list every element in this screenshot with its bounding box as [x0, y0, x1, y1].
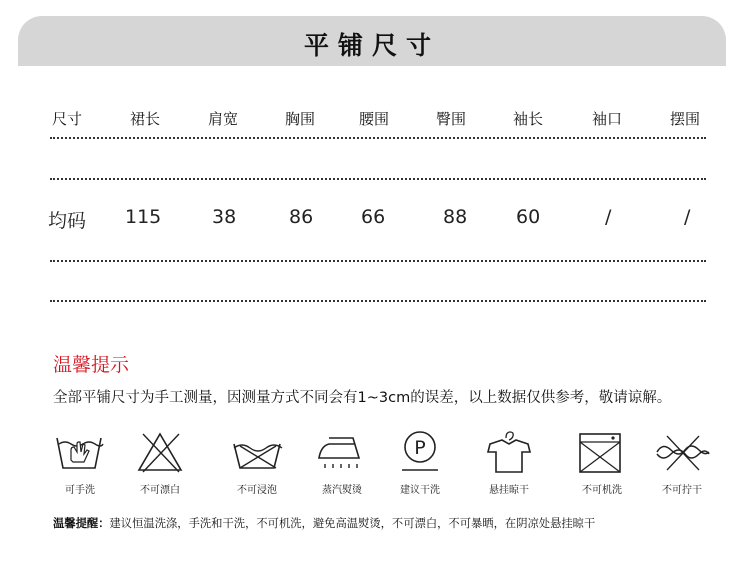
no-machine-wash-icon: [575, 430, 629, 474]
title-banner: [18, 16, 726, 66]
care-note-text: 建议恒温洗涤，手洗和干洗，不可机洗，避免高温熨烫，不可漂白，不可暴晒，在阴凉处悬挂晾干: [109, 517, 596, 530]
no-bleach-icon: [133, 430, 187, 474]
header-cell: 胸围: [285, 110, 316, 128]
dotted-divider: [50, 260, 706, 262]
page-title: 平铺尺寸: [303, 31, 440, 60]
shoulder-cell: 38: [212, 206, 237, 228]
header-cell: 肩宽: [208, 110, 239, 128]
cuff-cell: /: [605, 206, 612, 228]
header-cell: 摆围: [670, 110, 701, 128]
header-cell: 袖长: [513, 110, 544, 128]
dry-clean-p-icon: [394, 430, 448, 474]
hang-dry-icon: [482, 430, 536, 474]
dotted-divider: [50, 137, 706, 139]
care-label: 悬挂晾干: [489, 485, 529, 496]
no-wring-icon: [655, 430, 709, 474]
hem-cell: /: [684, 206, 691, 228]
care-label: 不可浸泡: [237, 485, 277, 496]
header-cell: 袖口: [592, 110, 623, 128]
header-cell: 腰围: [359, 110, 390, 128]
steam-iron-icon: [315, 430, 369, 474]
header-cell: 尺寸: [52, 110, 83, 128]
hip-cell: 88: [443, 206, 468, 228]
hand-wash-icon: [53, 430, 107, 474]
care-label: 不可拧干: [662, 485, 702, 496]
size-cell: 均码: [48, 210, 87, 232]
care-label: 不可漂白: [140, 485, 180, 496]
waist-cell: 66: [361, 206, 386, 228]
care-label: 建议干洗: [400, 485, 440, 496]
length-cell: 115: [125, 206, 162, 228]
dotted-divider: [50, 300, 706, 302]
care-label: 可手洗: [65, 485, 95, 496]
tips-title: 温馨提示: [53, 354, 130, 376]
sleeve-length-cell: 60: [516, 206, 541, 228]
no-soak-icon: [230, 430, 284, 474]
header-cell: 裙长: [130, 110, 161, 128]
header-cell: 臀围: [436, 110, 467, 128]
chest-cell: 86: [289, 206, 314, 228]
dry-clean-symbol: P: [414, 437, 426, 459]
care-note: [53, 515, 595, 531]
care-label: 蒸汽熨烫: [322, 485, 362, 496]
care-note-label: 温馨提醒：: [53, 517, 110, 530]
tips-text: 全部平铺尺寸为手工测量，因测量方式不同会有1~3cm的误差，以上数据仅供参考，敬请谅解。: [53, 390, 672, 406]
care-label: 不可机洗: [582, 485, 622, 496]
dotted-divider: [50, 178, 706, 180]
